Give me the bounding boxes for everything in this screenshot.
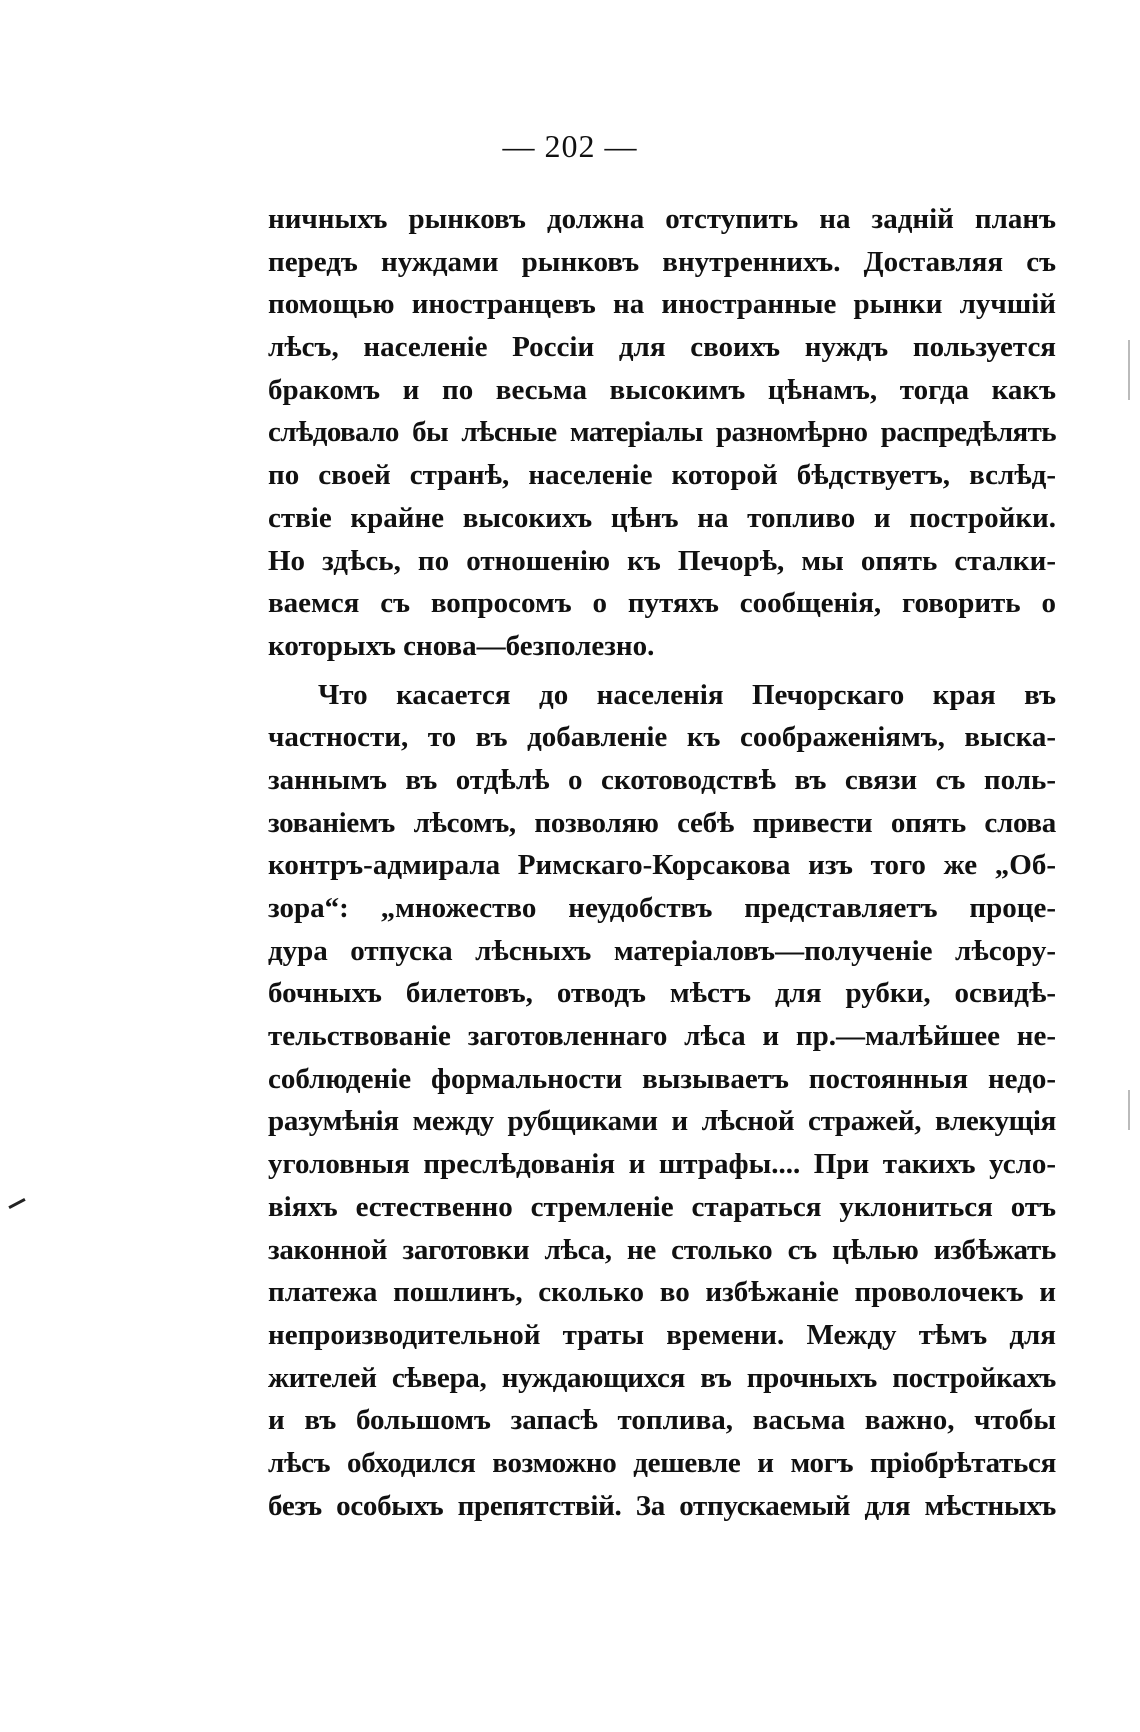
page-number: — 202 —	[502, 128, 638, 164]
text-line: соблюденіе формальности вызываетъ постоянныя недо-	[268, 1062, 1056, 1095]
text-line: уголовныя преслѣдованія и штрафы.... При такихъ усло-	[268, 1148, 1056, 1181]
paragraph-2	[268, 674, 1056, 1528]
scan-edge-mark	[1128, 340, 1130, 400]
text-line: непроизводительной траты времени. Между тѣмъ для	[268, 1318, 1056, 1351]
text-line: контръ-адмирала Римскаго-Корсакова изъ того же „Об-	[268, 849, 1056, 882]
body-text	[268, 198, 1056, 1527]
text-line: тельствованіе заготовленнаго лѣса и пр.—малѣйшее не-	[268, 1020, 1056, 1053]
text-line: разумѣнія между рубщиками и лѣсной стражей, влекущія	[268, 1105, 1056, 1138]
text-line: бочныхъ билетовъ, отводъ мѣстъ для рубки, освидѣ-	[268, 977, 1056, 1010]
text-line: зора“: „множество неудобствъ представляетъ проце-	[268, 892, 1056, 924]
scan-edge-mark	[1128, 1090, 1130, 1130]
text-line: ничныхъ рынковъ должна отступить на задній планъ	[268, 203, 1056, 235]
text-line: передъ нуждами рынковъ внутреннихъ. Доставляя съ	[268, 245, 1056, 278]
text-line: Что касается до населенія Печорскаго края въ	[318, 678, 1056, 711]
text-line: платежа пошлинъ, сколько во избѣжаніе проволочекъ и	[268, 1276, 1056, 1309]
text-line: ваемся съ вопросомъ о путяхъ сообщенія, говорить о	[268, 587, 1056, 620]
text-line: зованіемъ лѣсомъ, позволяю себѣ привести опять слова	[268, 806, 1056, 839]
text-line: и въ большомъ запасѣ топлива, васьма важно, чтобы	[268, 1404, 1056, 1437]
text-line: ствіе крайне высокихъ цѣнъ на топливо и постройки.	[268, 501, 1056, 534]
text-line: Но здѣсь, по отношенію къ Печорѣ, мы опять сталки-	[268, 544, 1056, 577]
text-line: частности, то въ добавленіе къ соображеніямъ, выска-	[268, 721, 1056, 754]
margin-pencil-mark	[8, 1198, 25, 1209]
text-line: лѣсъ, населеніе Россіи для своихъ нуждъ пользуется	[268, 331, 1056, 364]
text-line: заннымъ въ отдѣлѣ о скотоводствѣ въ связи съ поль-	[268, 763, 1056, 796]
text-line: по своей странѣ, населеніе которой бѣдствуетъ, вслѣд-	[268, 459, 1056, 492]
text-line: бракомъ и по весьма высокимъ цѣнамъ, тогда какъ	[268, 373, 1056, 406]
text-line: віяхъ естественно стремленіе стараться уклониться отъ	[268, 1190, 1056, 1223]
paragraph-1	[268, 198, 1056, 668]
text-line: дура отпуска лѣсныхъ матеріаловъ—полученіе лѣсору-	[268, 934, 1056, 967]
text-line: жителей сѣвера, нуждающихся въ прочныхъ постройкахъ	[268, 1361, 1056, 1394]
text-line: лѣсъ обходился возможно дешевле и могъ пріобрѣтаться	[268, 1446, 1056, 1479]
text-line: безъ особыхъ препятствій. За отпускаемый для мѣстныхъ	[268, 1489, 1056, 1522]
text-line: которыхъ снова—безполезно.	[268, 629, 655, 662]
text-line: помощью иностранцевъ на иностранные рынки лучшій	[268, 288, 1056, 321]
text-line: слѣдовало бы лѣсные матеріалы разномѣрно распредѣлять	[268, 416, 1056, 449]
text-line: законной заготовки лѣса, не столько съ цѣлью избѣжать	[268, 1233, 1056, 1266]
